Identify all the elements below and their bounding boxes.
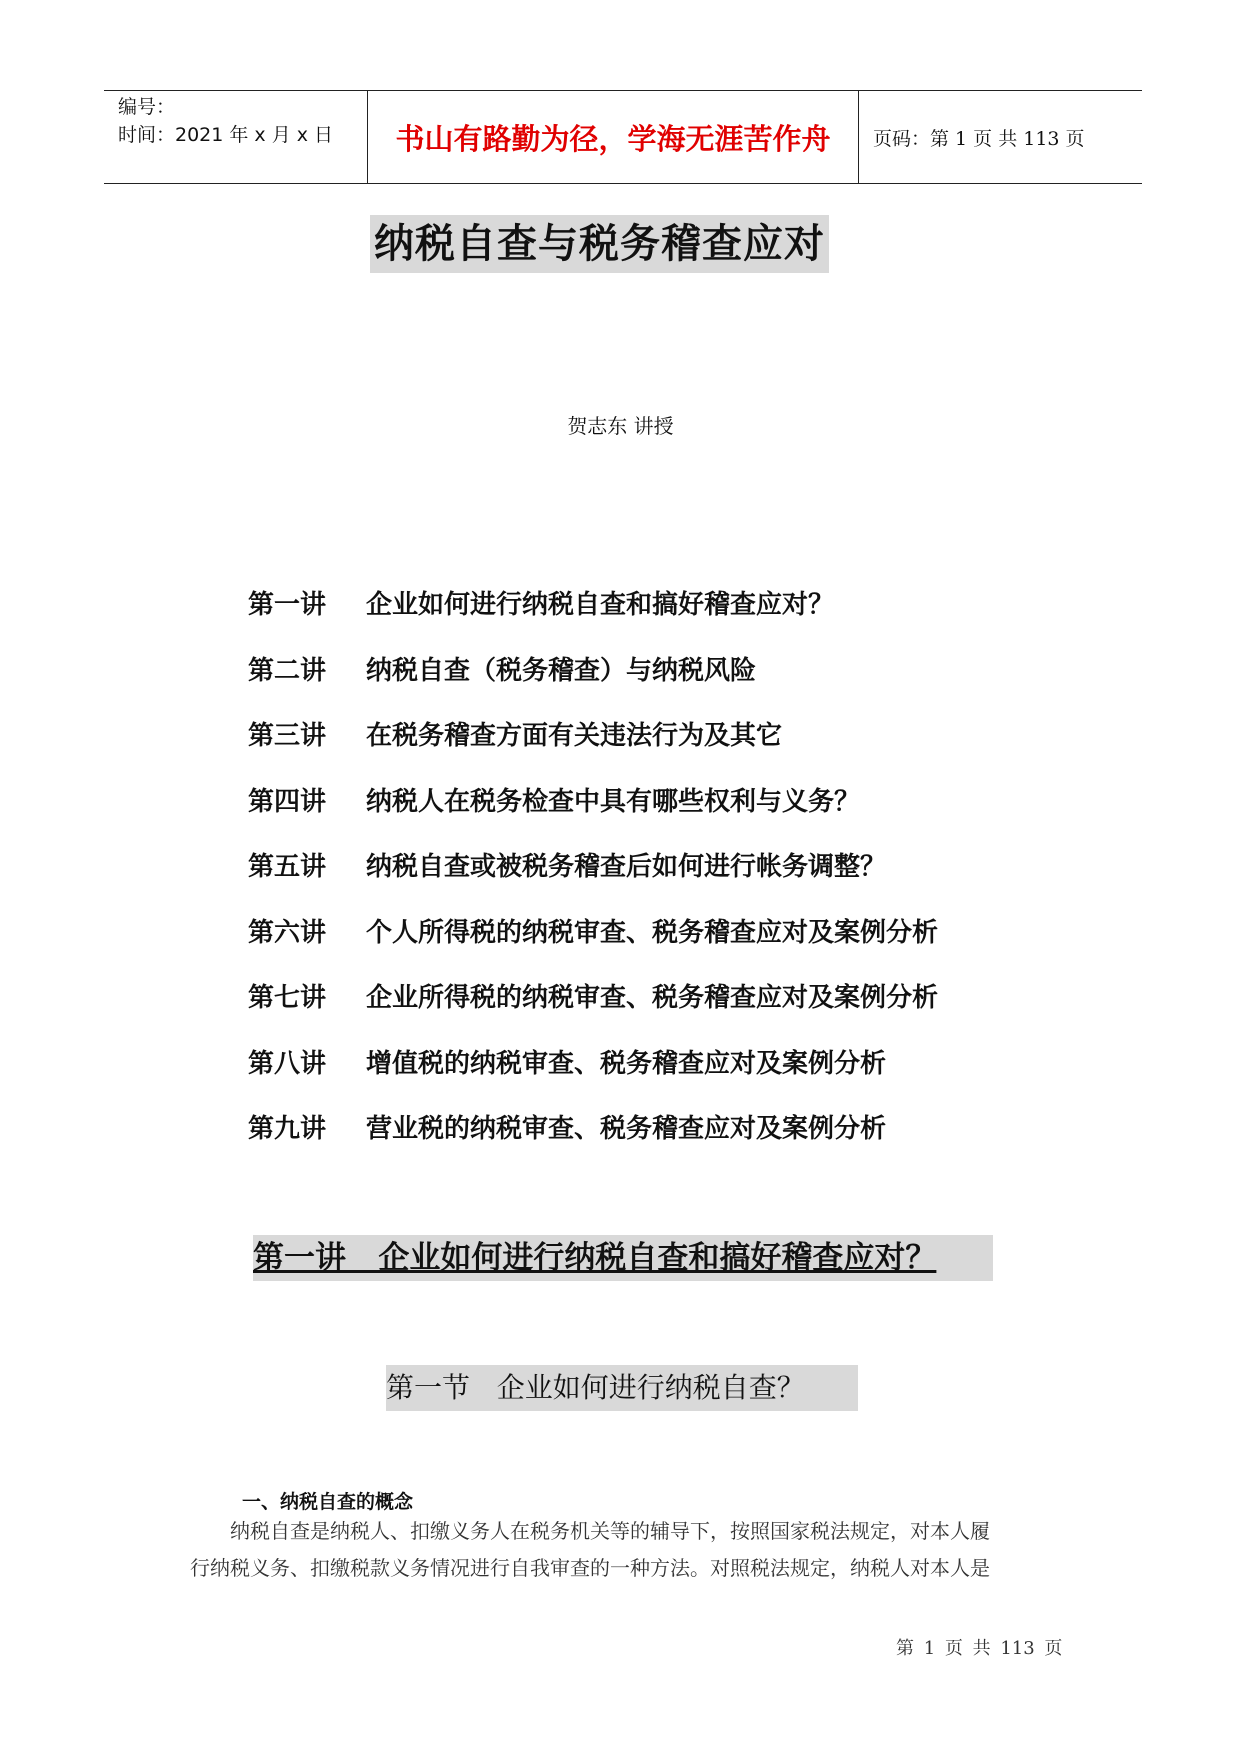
table-of-contents [248,580,938,1170]
toc-text: 纳税自查（税务稽查）与纳税风险 [366,655,757,686]
toc-item [248,908,938,974]
number-label: 编号： [118,96,176,118]
toc-text: 纳税自查或被税务稽查后如何进行帐务调整？ [366,852,887,882]
toc-number: 第四讲 [248,786,327,817]
body-paragraph [190,1513,1060,1587]
toc-item [248,973,938,1039]
section-heading: 第一节 企业如何进行纳税自查？ [386,1365,858,1411]
lecture-heading: 第一讲 企业如何进行纳税自查和搞好稽查应对？ [253,1235,993,1281]
toc-number: 第三讲 [248,721,327,751]
toc-item [248,842,938,908]
page-header [104,90,1142,184]
toc-number: 第六讲 [248,917,327,948]
toc-number: 第七讲 [248,983,327,1013]
toc-text: 纳税人在税务检查中具有哪些权利与义务？ [366,786,861,817]
toc-number: 第二讲 [248,655,327,686]
toc-text: 企业所得税的纳税审查、税务稽查应对及案例分析 [366,983,939,1013]
toc-number: 第九讲 [248,1114,327,1144]
document-title: 纳税自查与税务稽查应对 [370,215,829,273]
toc-item [248,711,938,777]
toc-text: 营业税的纳税审查、税务稽查应对及案例分析 [366,1114,887,1144]
toc-number: 第八讲 [248,1048,327,1079]
toc-item [248,1039,938,1105]
toc-number: 第一讲 [248,590,327,620]
toc-text: 增值税的纳税审查、税务稽查应对及案例分析 [366,1048,887,1079]
time-label: 时间：2021 年 x 月 x 日 [118,124,334,146]
header-motto: 书山有路勤为径，学海无涯苦作舟 [368,91,859,183]
toc-number: 第五讲 [248,852,327,882]
header-page-info: 页码：第 1 页 共 113 页 [873,127,1085,150]
lecturer-line: 贺志东 讲授 [567,414,674,438]
page-footer: 第 1 页 共 113 页 [896,1638,1063,1659]
sub-heading: 一、纳税自查的概念 [242,1491,414,1513]
toc-item [248,646,938,712]
toc-item [248,580,938,646]
header-meta-cell [104,91,368,183]
toc-item [248,1104,938,1170]
toc-item [248,777,938,843]
toc-text: 个人所得税的纳税审查、税务稽查应对及案例分析 [366,917,939,948]
toc-text: 在税务稽查方面有关违法行为及其它 [366,721,783,751]
toc-text: 企业如何进行纳税自查和搞好稽查应对？ [366,590,835,620]
paragraph-line: 行纳税义务、扣缴税款义务情况进行自我审查的一种方法。对照税法规定，纳税人对本人是 [190,1556,990,1580]
paragraph-line: 纳税自查是纳税人、扣缴义务人在税务机关等的辅导下，按照国家税法规定，对本人履 [230,1519,990,1543]
